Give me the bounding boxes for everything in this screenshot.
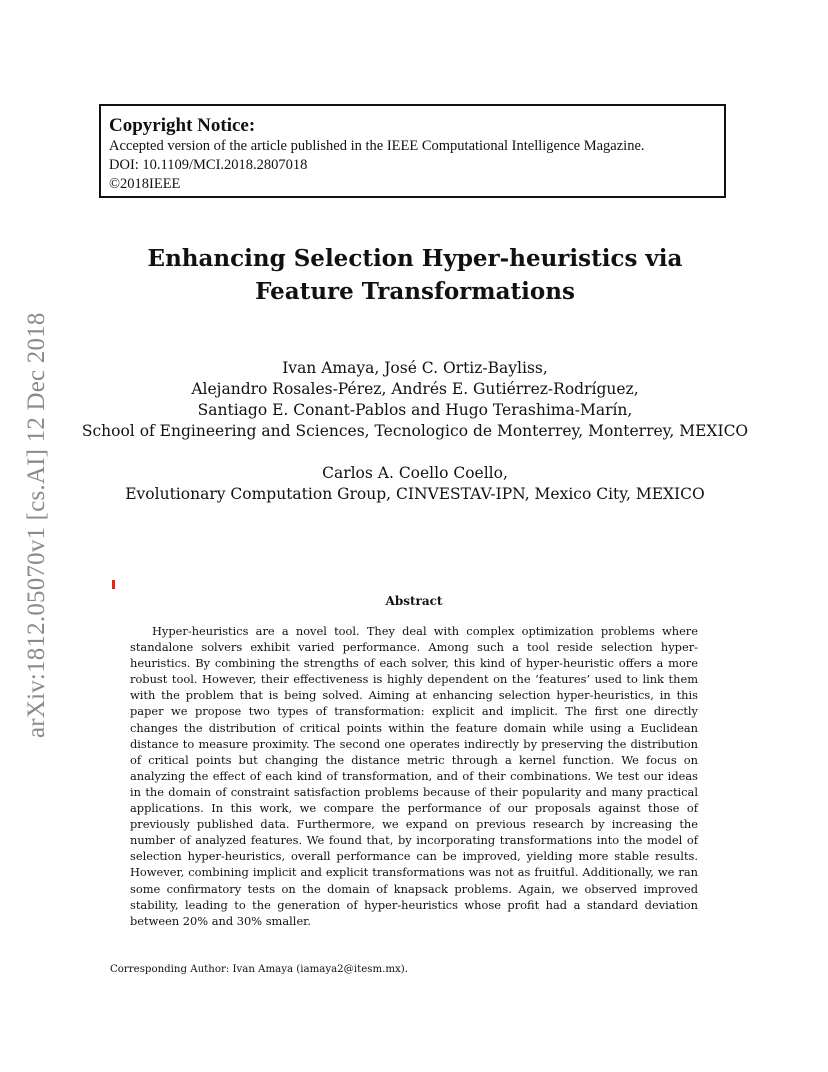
- affiliation-line: Evolutionary Computation Group, CINVESTAV-IPN, Mexico City, MEXICO: [125, 485, 705, 503]
- author-block: [40, 358, 790, 505]
- paper-title-line: Feature Transformations: [255, 278, 575, 305]
- abstract-heading: Abstract: [385, 594, 443, 608]
- author-line: Santiago E. Conant-Pablos and Hugo Terashima-Marín,: [197, 401, 633, 419]
- arxiv-identifier-sidebar: arXiv:1812.05070v1 [cs.AI] 12 Dec 2018: [23, 312, 50, 738]
- red-margin-mark: [112, 580, 115, 589]
- copyright-year-line: ©2018IEEE: [109, 176, 181, 192]
- author-line: Alejandro Rosales-Pérez, Andrés E. Gutiérrez-Rodríguez,: [191, 380, 639, 398]
- author-line: Carlos A. Coello Coello,: [322, 464, 508, 482]
- copyright-journal-line: Accepted version of the article published in the IEEE Computational Intelligence Magazine.: [109, 138, 645, 154]
- copyright-doi-line: DOI: 10.1109/MCI.2018.2807018: [109, 157, 308, 173]
- corresponding-author-footnote: Corresponding Author: Ivan Amaya (iamaya2@itesm.mx).: [110, 964, 408, 975]
- author-line: Ivan Amaya, José C. Ortiz-Bayliss,: [282, 359, 548, 377]
- paper-title: [40, 242, 790, 308]
- author-spacer: [40, 442, 790, 463]
- affiliation-line: School of Engineering and Sciences, Tecnologico de Monterrey, Monterrey, MEXICO: [81, 422, 749, 440]
- copyright-notice-box: [99, 104, 726, 198]
- paper-title-line: Enhancing Selection Hyper-heuristics via: [147, 245, 683, 272]
- abstract-body: Hyper-heuristics are a novel tool. They deal with complex optimization problems where standalone solvers exhibit varied performance. Among such a tool reside selection hyper-heuristics. By combining the strengths of each solver, this kind of hyper-heuristic offers a more robust tool. However, their effectiveness is highly dependent on the ‘features’ used to link them with the problem that is being solved. Aiming at enhancing selection hyper-heuristics, in this paper we propose two types of transformation: explicit and implicit. The first one directly changes the distribution of critical points within the feature domain while using a Euclidean distance to measure proximity. The second one operates indirectly by preserving the distribution of critical points but changing the distance metric through a kernel function. We focus on analyzing the effect of each kind of transformation, and of their combinations. We test our ideas in the domain of constraint satisfaction problems because of their popularity and many practical applications. In this work, we compare the performance of our proposals against those of previously published data. Furthermore, we expand on previous research by increasing the number of analyzed features. We found that, by incorporating transformations into the model of selection hyper-heuristics, overall performance can be improved, yielding more stable results. However, combining implicit and explicit transformations was not as fruitful. Additionally, we ran some confirmatory tests on the domain of knapsack problems. Again, we observed improved stability, leading to the generation of hyper-heuristics whose profit had a standard deviation between 20% and 30% smaller.: [130, 624, 698, 928]
- copyright-title: Copyright Notice:: [109, 115, 256, 136]
